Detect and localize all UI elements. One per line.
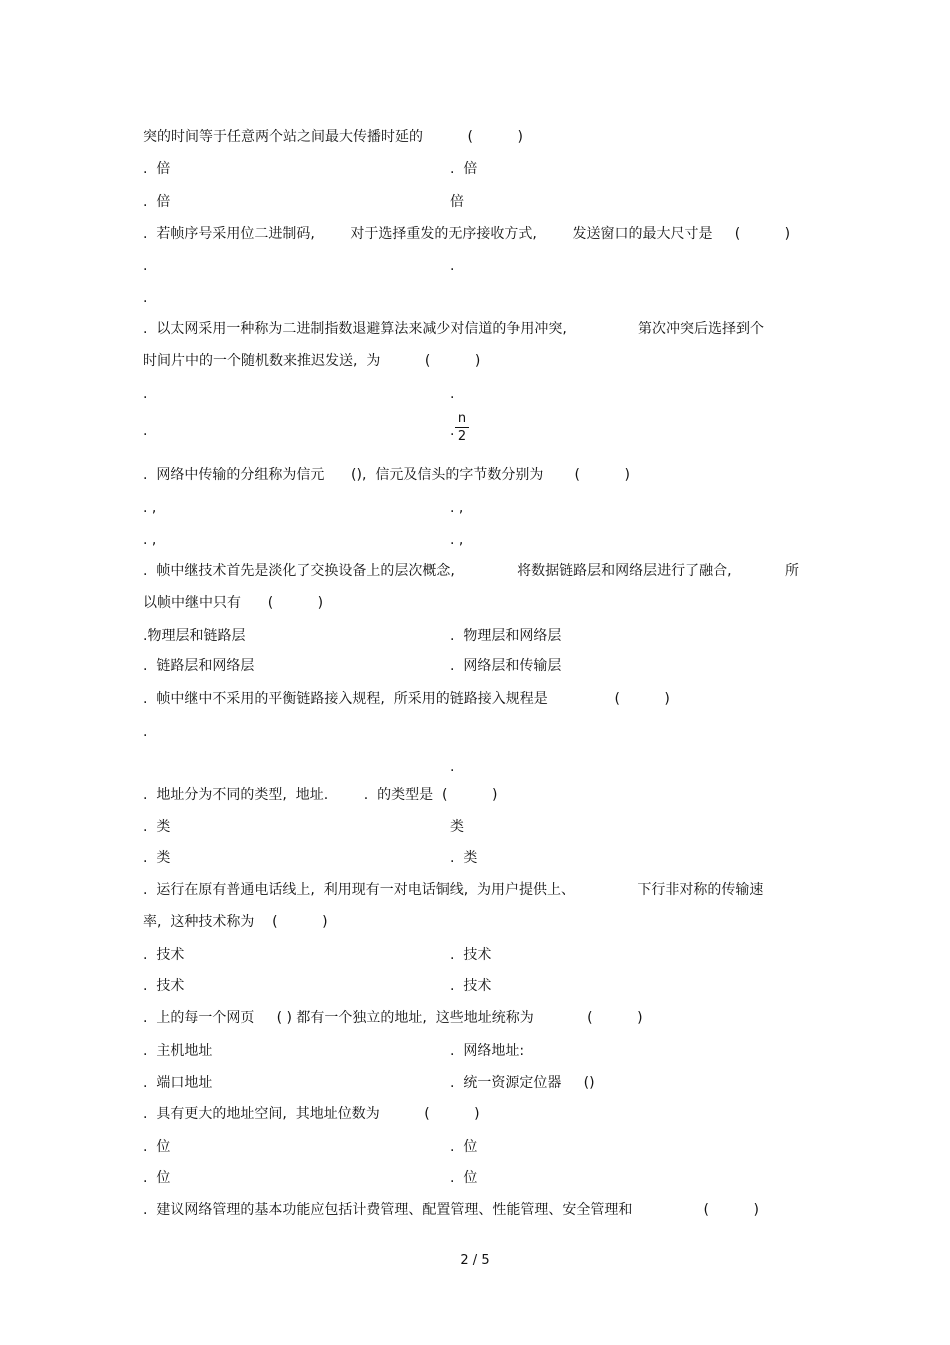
- option-c: . 端口地址: [143, 1075, 213, 1091]
- option-c: .: [143, 423, 148, 439]
- question-text: . 帧中继技术首先是淡化了交换设备上的层次概念, 将数据链路层和网络层进行了融合, 所: [143, 563, 799, 579]
- option-d: . 网络层和传输层: [450, 658, 562, 674]
- fraction-bar: [455, 427, 469, 428]
- option-d: . 统一资源定位器 (): [450, 1075, 595, 1091]
- question-text: . 若帧序号采用位二进制码, 对于选择重发的无序接收方式, 发送窗口的最大尺寸是 ( ): [143, 226, 791, 242]
- fraction-denominator: 2: [457, 429, 467, 444]
- question-text: . 上的每一个网页 ( ) 都有一个独立的地址, 这些地址统称为 ( ): [143, 1010, 643, 1026]
- option-d: . 类: [450, 850, 478, 866]
- option-a: . 技术: [143, 947, 185, 963]
- option-d: . ,: [450, 532, 464, 548]
- option-d: .: [450, 423, 455, 439]
- option-a: .物理层和链路层: [143, 628, 246, 644]
- option-c: . 链路层和网络层: [143, 658, 255, 674]
- option-c: .: [143, 290, 148, 306]
- option-b: . 技术: [450, 947, 492, 963]
- option-a: . ,: [143, 500, 157, 516]
- fraction-numerator: n: [457, 411, 467, 426]
- text-line: 突的时间等于任意两个站之间最大传播时延的 ( ): [143, 129, 523, 145]
- option-c: . ,: [143, 532, 157, 548]
- question-text-cont: 以帧中继中只有 ( ): [143, 595, 324, 611]
- question-text: . 以太网采用一种称为二进制指数退避算法来减少对信道的争用冲突, 第次冲突后选择到个: [143, 321, 765, 337]
- question-text-cont: 率, 这种技术称为 ( ): [143, 914, 328, 930]
- option-d: . 位: [450, 1170, 478, 1186]
- option-b: .: [450, 386, 455, 402]
- question-text: . 运行在原有普通电话线上, 利用现有一对电话铜线, 为用户提供上、 下行非对称的传输速: [143, 882, 764, 898]
- question-text: . 地址分为不同的类型, 地址. . 的类型是 ( ): [143, 787, 498, 803]
- page-number: 2 / 5: [460, 1253, 490, 1268]
- option-a: . 倍: [143, 161, 171, 177]
- option-c: . 技术: [143, 978, 185, 994]
- question-text-cont: 时间片中的一个随机数来推迟发送, 为 ( ): [143, 353, 481, 369]
- option-b: . 网络地址:: [450, 1043, 525, 1059]
- option-a: . 位: [143, 1139, 171, 1155]
- fraction-n-over-2: [453, 411, 471, 444]
- option-b: . 倍: [450, 161, 478, 177]
- question-text: . 建议网络管理的基本功能应包括计费管理、配置管理、性能管理、安全管理和 ( ): [143, 1202, 759, 1218]
- option-b: 类: [450, 819, 464, 835]
- option-b: .: [450, 258, 455, 274]
- option-c: . 倍: [143, 194, 171, 210]
- option-a: . 主机地址: [143, 1043, 213, 1059]
- question-text: . 网络中传输的分组称为信元 (), 信元及信头的字节数分别为 ( ): [143, 467, 630, 483]
- option-d: 倍: [450, 194, 464, 210]
- option-b: . ,: [450, 500, 464, 516]
- option-a: .: [143, 724, 148, 740]
- question-text: . 帧中继中不采用的平衡链路接入规程, 所采用的链路接入规程是 ( ): [143, 691, 670, 707]
- option-d: . 技术: [450, 978, 492, 994]
- option-a: .: [143, 258, 148, 274]
- question-text: . 具有更大的地址空间, 其地址位数为 ( ): [143, 1106, 480, 1122]
- option-b: . 位: [450, 1139, 478, 1155]
- option-a: .: [143, 386, 148, 402]
- option-c: . 位: [143, 1170, 171, 1186]
- option-b: .: [450, 759, 455, 775]
- option-c: . 类: [143, 850, 171, 866]
- option-b: . 物理层和网络层: [450, 628, 562, 644]
- option-a: . 类: [143, 819, 171, 835]
